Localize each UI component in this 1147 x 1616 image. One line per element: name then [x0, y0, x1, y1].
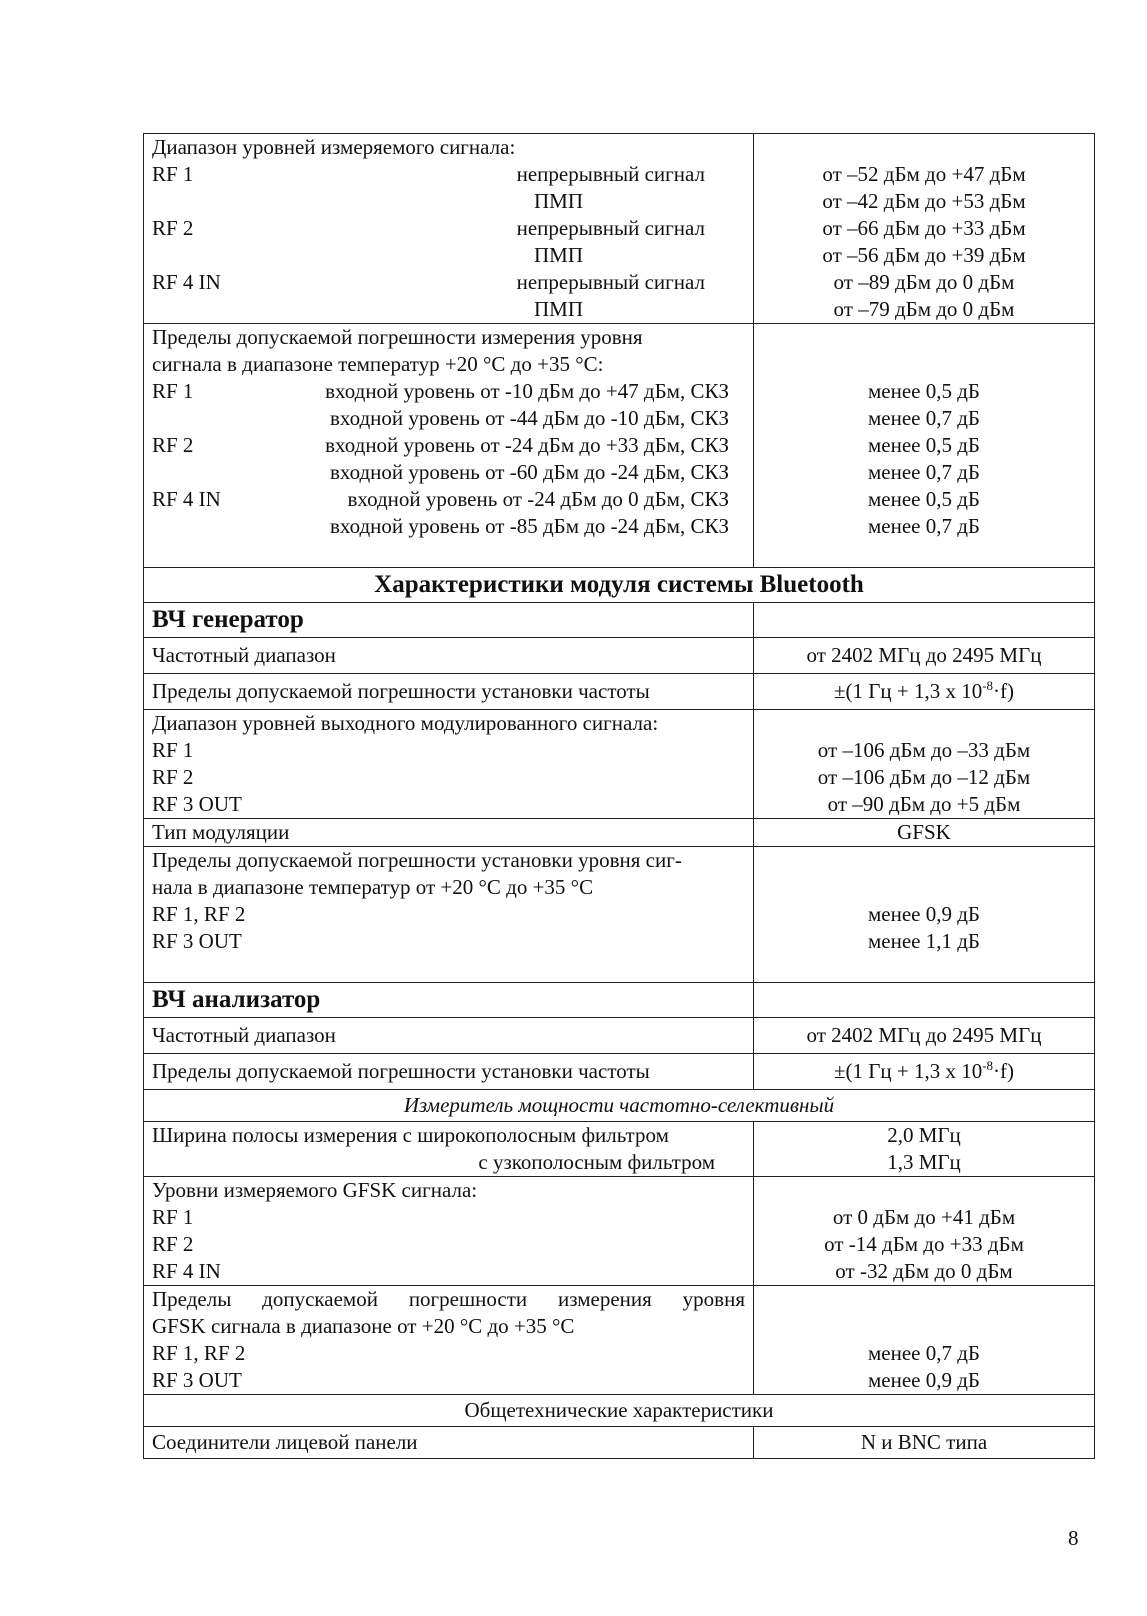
table-row: Уровни измеряемого GFSK сигнала: RF 1 RF 2 RF 4 IN от 0 дБм до +41 дБм от -14 дБм до +33 дБм от -32 дБм до 0 дБм	[144, 1177, 1095, 1286]
table-row	[144, 134, 1095, 324]
table-row: Диапазон уровней выходного модулированного сигнала: RF 1 RF 2 RF 3 OUT от –106 дБм до –33 дБм от –106 дБм до –12 дБм от –90 дБм до +5 дБм	[144, 710, 1095, 819]
table-row	[144, 324, 1095, 568]
table-row: Пределы допускаемой погрешности установки уровня сиг- нала в диапазоне температур от +20 °С до +35 °С RF 1, RF 2 RF 3 OUT менее 0,9 дБ менее 1,1 дБ	[144, 847, 1095, 983]
rf-analyzer-title: ВЧ анализатор	[144, 983, 754, 1018]
freq-error-formula: ±(1 Гц + 1,3 x $10^{-8}\cdot f$)	[754, 674, 1095, 710]
table-row: Пределы допускаемой погрешности установки частоты ±(1 Гц + 1,3 x $10^{-8}\cdot f$)	[144, 1054, 1095, 1090]
list-item: RF 1 непрерывный сигнал	[152, 162, 705, 186]
table-row	[144, 603, 1095, 638]
specifications-table	[143, 133, 1095, 1459]
general-section-title: Общетехнические характеристики	[144, 1395, 1095, 1427]
table-row: Соединители лицевой панели N и BNC типа	[144, 1427, 1095, 1459]
list-item: RF 4 IN входной уровень от -24 дБм до 0 дБм, СКЗ	[152, 487, 729, 511]
level-error-values-cell: менее 0,5 дБ менее 0,7 дБ менее 0,5 дБ менее 0,7 дБ менее 0,5 дБ менее 0,7 дБ	[754, 324, 1095, 568]
power-meter-title: Измеритель мощности частотно-селективный	[144, 1090, 1095, 1122]
rf-generator-title: ВЧ генератор	[144, 603, 754, 638]
list-item: RF 4 IN непрерывный сигнал	[152, 270, 705, 294]
table-row	[144, 1090, 1095, 1122]
list-item: ПМП	[533, 243, 583, 267]
measured-level-heading: Диапазон уровней измеряемого сигнала:	[152, 135, 516, 159]
table-row	[144, 568, 1095, 603]
table-row	[144, 1395, 1095, 1427]
measured-level-range-cell	[144, 134, 754, 324]
bluetooth-section-title: Характеристики модуля системы Bluetooth	[144, 568, 1095, 603]
list-item: входной уровень от -85 дБм до -24 дБм, СКЗ	[329, 514, 729, 538]
table-row	[144, 983, 1095, 1018]
freq-error-formula: ±(1 Гц + 1,3 x $10^{-8}\cdot f$)	[754, 1054, 1095, 1090]
list-item: ПМП	[533, 189, 583, 213]
list-item: входной уровень от -60 дБм до -24 дБм, СКЗ	[329, 460, 729, 484]
list-item: RF 2 входной уровень от -24 дБм до +33 дБм, СКЗ	[152, 433, 729, 457]
page-number: 8	[1068, 1526, 1079, 1550]
table-row: Пределы допускаемой погрешности установки частоты ±(1 Гц + 1,3 x $10^{-8}\cdot f$)	[144, 674, 1095, 710]
level-error-cell: Пределы допускаемой погрешности измерения уровня сигнала в диапазоне температур +20 °С до +35 °С: RF 1 входной уровень от -10 дБм до +47 дБм, СКЗ входной уровень от -44 дБм до -10 дБм, СКЗ RF 2 входной уровень от -24 дБм до +33 дБм, СКЗ входной уровень от -60 дБм до -24 дБм, СКЗ RF 4 IN входной уровень от -24 дБм до 0 дБм, СКЗ входной уровень от -85 дБм до -24 дБм, СКЗ	[144, 324, 754, 568]
measured-level-values-cell: от –52 дБм до +47 дБм от –42 дБм до +53 дБм от –66 дБм до +33 дБм от –56 дБм до +39 дБм от –89 дБм до 0 дБм от –79 дБм до 0 дБм	[754, 134, 1095, 324]
list-item: RF 2 непрерывный сигнал	[152, 216, 705, 240]
table-row: Частотный диапазон от 2402 МГц до 2495 МГц	[144, 1018, 1095, 1054]
table-row: Пределы допускаемой погрешности измерения уровня GFSK сигнала в диапазоне от +20 °С до +35 °С RF 1, RF 2 RF 3 OUT менее 0,7 дБ менее 0,9 дБ	[144, 1286, 1095, 1395]
list-item: ПМП	[533, 297, 583, 321]
list-item: входной уровень от -44 дБм до -10 дБм, СКЗ	[329, 406, 729, 430]
table-row: Тип модуляции GFSK	[144, 819, 1095, 847]
table-row: Частотный диапазон от 2402 МГц до 2495 МГц	[144, 638, 1095, 674]
list-item: RF 1 входной уровень от -10 дБм до +47 дБм, СКЗ	[152, 379, 729, 403]
table-row: Ширина полосы измерения с широкополосным фильтром с узкополосным фильтром 2,0 МГц 1,3 МГц	[144, 1122, 1095, 1177]
